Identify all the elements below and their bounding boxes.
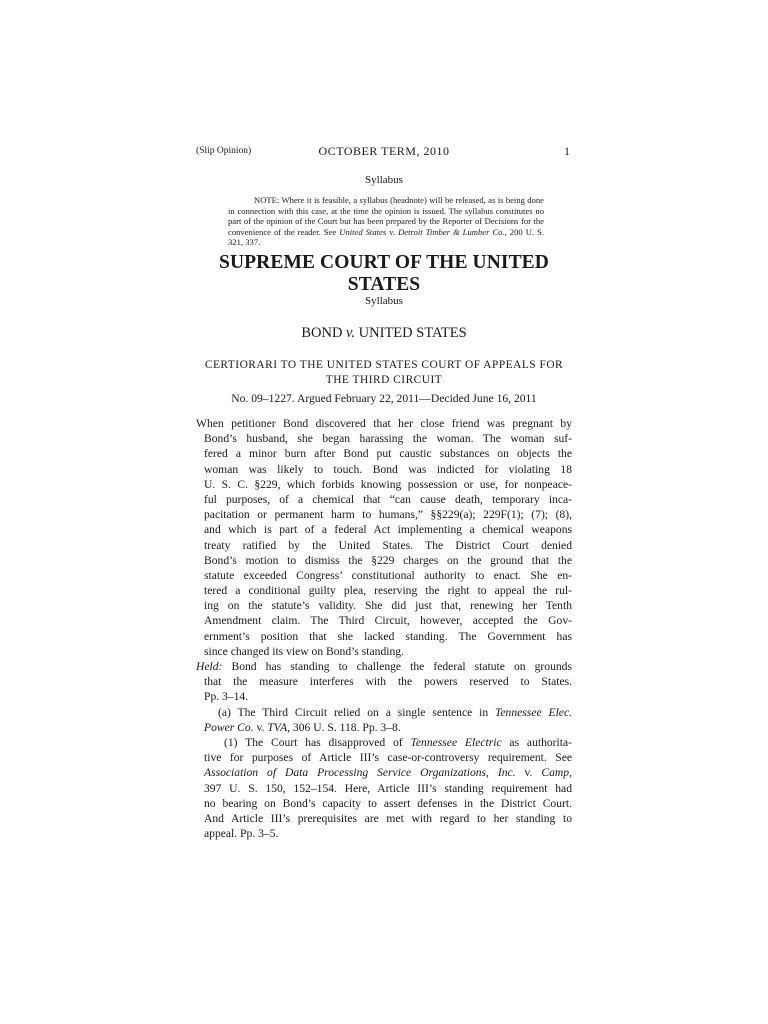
facts-line: ing on the statute’s validity. She did just that, renewing her Tenth [204, 599, 572, 613]
syllabus-heading-top: Syllabus [365, 174, 403, 186]
point-1-line: tive for purposes of Article III’s case-or-controversy requirement. See [204, 751, 572, 765]
certiorari-heading [196, 358, 572, 388]
facts-line: When petitioner Bond discovered that her close friend was pregnant by [196, 417, 572, 430]
slip-opinion-label: (Slip Opinion) [196, 146, 252, 156]
versus-label: v. [346, 325, 356, 341]
point-a-line: (a) The Third Circuit relied on a single sentence in Tennessee Elec. [218, 705, 572, 719]
facts-line: fered a minor burn after Bond put caustic substances on objects the [204, 447, 572, 461]
case-citation: TVA [267, 720, 288, 734]
point-1-line: no bearing on Bond’s capacity to assert defenses in the District Court. [204, 796, 572, 810]
facts-line: Bond’s motion to dismiss the §229 charges on the ground that the [204, 553, 572, 567]
point-1-line: Association of Data Processing Service Organizations, Inc. v. Camp, [204, 766, 572, 780]
case-citation: Association of Data Processing Service Organizations, Inc. [204, 766, 516, 780]
term-label: OCTOBER TERM, 2010 [318, 144, 450, 158]
case-citation: Camp [541, 766, 570, 780]
held-label: Held: [196, 660, 223, 673]
facts-line: tered a conditional guilty plea, reserving the right to appeal the rul- [204, 584, 572, 598]
point-1-line: appeal. Pp. 3–5. [204, 827, 279, 841]
reporter-note [228, 195, 544, 248]
certiorari-line-1: CERTIORARI TO THE UNITED STATES COURT OF APPEALS FOR [204, 359, 564, 371]
held-line: that the measure interferes with the powers reserved to States. [204, 675, 572, 689]
party-petitioner: BOND [301, 325, 343, 341]
case-citation: Tennessee Electric [410, 735, 502, 749]
note-text: NOTE: Where it is feasible, a syllabus (headnote) will be released, as is being done in connection with this case, at the time the opinion is issued. The syllabus constitutes no part of the opinion of the Court but has been prepared by the Reporter of Decisions for the convenience of the reader. See United States v. Detroit Timber & Lumber Co., 200 U. S. 321, 337. [228, 195, 544, 247]
facts-paragraph [196, 416, 572, 659]
facts-line: ernment’s position that she lacked standing. The Government has [204, 629, 572, 643]
case-name [196, 325, 572, 342]
facts-line: woman was likely to touch. Bond was indicted for violating 18 [204, 462, 572, 476]
case-citation: United States [339, 226, 387, 237]
case-citation: Detroit Timber & Lumber Co. [398, 226, 505, 237]
point-1-line: (1) The Court has disapproved of Tennessee Electric as authorita- [224, 735, 572, 749]
held-line: Pp. 3–14. [204, 690, 249, 704]
point-a-line: Power Co. v. TVA, 306 U. S. 118. Pp. 3–8. [204, 720, 401, 734]
facts-line: Amendment claim. The Third Circuit, however, accepted the Gov- [204, 614, 572, 628]
syllabus-label: Syllabus [365, 295, 403, 307]
certiorari-line-2: THE THIRD CIRCUIT [325, 374, 443, 386]
facts-line: statute exceeded Congress’ constitutional authority to enact. She en- [204, 568, 572, 582]
facts-line: Bond’s husband, she began harassing the woman. The woman suf- [204, 432, 572, 446]
facts-line: and which is part of a federal Act implementing a chemical weapons [204, 523, 572, 537]
facts-line: treaty ratified by the United States. The District Court denied [204, 538, 572, 552]
case-citation: Tennessee Elec. [495, 705, 572, 719]
point-1-line: And Article III’s prerequisites are met with regard to her standing to [204, 811, 572, 825]
syllabus-body [196, 416, 572, 841]
facts-line: pacitation or permanent harm to humans,” §§229(a); 229F(1); (7); (8), [204, 508, 572, 522]
facts-line: ful purposes, of a chemical that “can cause death, temporary inca- [204, 492, 572, 506]
facts-line: since changed its view on Bond’s standing. [204, 644, 404, 658]
point-1-line: 397 U. S. 150, 152–154. Here, Article III’s standing requirement had [204, 781, 572, 795]
facts-line: U. S. C. §229, which forbids knowing possession or use, for nonpeace- [204, 477, 572, 491]
case-citation: Power Co. [204, 720, 254, 734]
docket-line: No. 09–1227. Argued February 22, 2011—Decided June 16, 2011 [231, 392, 537, 405]
court-title: SUPREME COURT OF THE UNITED STATES [219, 252, 549, 295]
party-respondent: UNITED STATES [358, 325, 467, 341]
page-number: 1 [564, 144, 570, 158]
running-header [196, 144, 572, 160]
held-line: Held: Bond has standing to challenge the federal statute on grounds [196, 660, 572, 673]
